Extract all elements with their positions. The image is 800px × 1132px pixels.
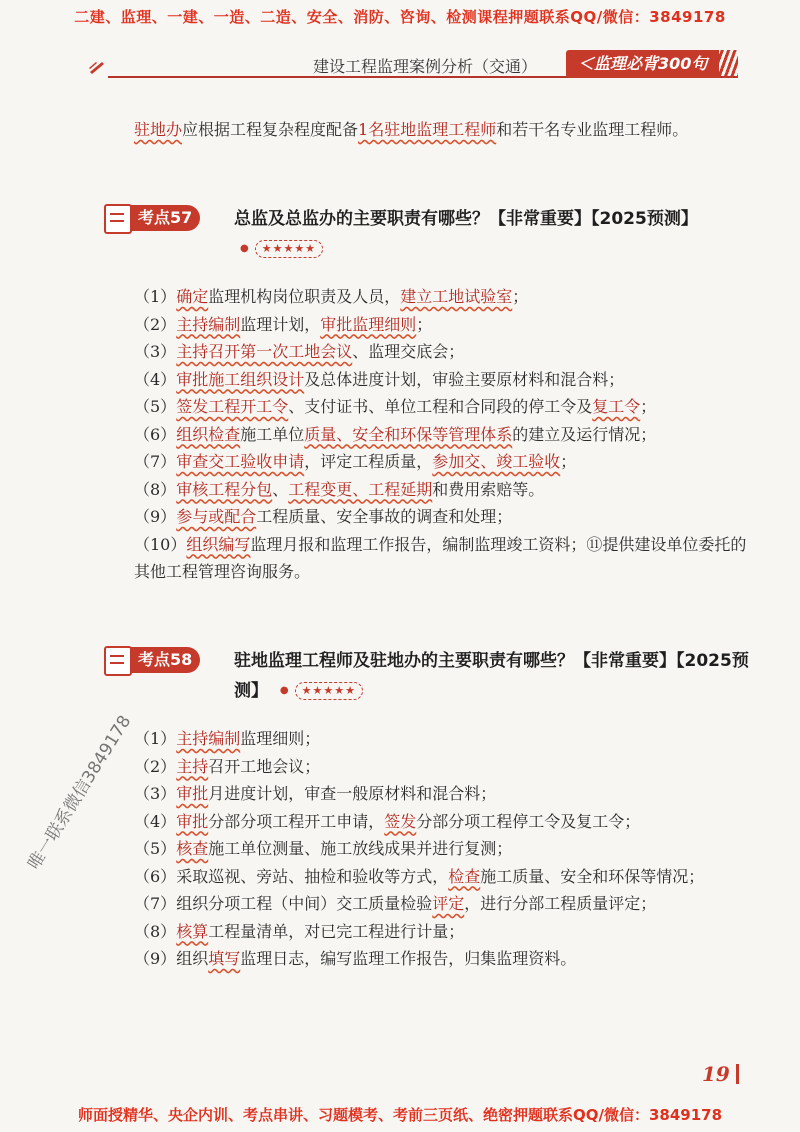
item-number: （9） [134,949,177,968]
item-number: （3） [134,784,177,803]
item-text: ，进行分部工程质量评定； [464,894,657,913]
list-item [134,835,754,863]
intro-text-1: 应根据工程复杂程度配备 [182,120,359,139]
item-text: 、支付证书、单位工程和合同段的停工令及 [288,397,593,416]
item-text: 分部分项工程停工令及复工令； [416,811,641,831]
highlight-text: 检查 [448,866,481,886]
highlight-text: 主持编制 [176,314,241,334]
item-number: （7） [134,894,177,913]
highlight-text: 评定 [432,894,465,913]
item-number: （6） [134,424,177,444]
intro-highlight-2: 1名驻地监理工程师 [358,120,497,139]
intro-paragraph [134,116,754,143]
highlight-text: 核算 [176,921,209,941]
item-text: 施工单位 [240,424,305,444]
highlight-text: 审查交工验收申请 [176,452,305,471]
item-text: 组织分项工程（中间）交工质量检验 [176,894,433,913]
list-item [134,393,754,421]
item-number: （5） [134,397,177,416]
logo-icon [88,58,106,76]
item-number: （9） [134,507,177,526]
keypoint-label: 考点57 [130,205,200,231]
item-text: 、监理交底会； [352,342,465,361]
item-number: （1） [134,729,177,748]
star-rating: ★★★★★ [255,240,323,258]
item-number: （3） [134,342,177,361]
page-number-bar [736,1064,739,1084]
item-text: 的建立及运行情况； [512,424,657,444]
item-text: 监理计划， [240,314,321,334]
keypoint-badge [100,644,218,674]
list-item [134,366,754,394]
page-header [88,48,748,82]
series-tag: ＜监理必背300句 [566,50,719,78]
page-number: 19 [702,1062,730,1086]
keypoint-title-text: 总监及总监办的主要职责有哪些？【非常重要】【2025预测】 [234,209,698,229]
keypoint-label: 考点58 [130,647,200,673]
item-text: 分部分项工程开工申请， [208,811,385,831]
item-text: ； [416,314,433,334]
list-item [134,448,754,476]
item-text: ； [512,287,529,306]
keypoint-57-list [134,283,754,586]
highlight-text: 审批监理细则 [320,314,417,334]
item-text: 监理机构岗位职责及人员， [208,287,401,306]
item-text: 月进度计划，审查一般原材料和混合料； [208,784,497,803]
top-banner: 二建、监理、一建、一造、二造、安全、消防、咨询、检测课程押题联系QQ/微信：3849178 [74,8,726,26]
highlight-text: 建立工地试验室 [400,287,513,306]
highlight-text: 核查 [176,839,209,858]
list-item [134,311,754,339]
item-number: （6） [134,866,177,886]
item-number: （7） [134,452,177,471]
highlight-text: 审批施工组织设计 [176,369,305,389]
list-item [134,945,754,973]
list-item [134,725,754,753]
highlight-text: 签发工程开工令 [176,397,289,416]
list-item [134,531,754,586]
item-text: 采取巡视、旁站、抽检和验收等方式， [176,866,449,886]
item-text: 工程质量、安全事故的调查和处理； [256,507,513,526]
item-text: 监理日志，编写监理工作报告，归集监理资料。 [240,949,577,968]
highlight-text: 审核工程分包 [176,479,273,499]
item-number: （10） [134,534,187,554]
highlight-text: 确定 [176,287,209,306]
list-item [134,780,754,808]
list-item [134,503,754,531]
item-number: （8） [134,921,177,941]
list-item [134,808,754,836]
notebook-icon [104,646,132,676]
keypoint-badge [100,202,218,232]
list-item [134,890,754,918]
item-text: 监理月报和监理工作报告，编制监理竣工资料；⑪提供建设单位委托的其他工程管理咨询服务。 [134,534,747,581]
keypoint-title [234,646,764,706]
list-item [134,918,754,946]
list-item [134,476,754,504]
keypoint-title [234,204,764,264]
highlight-text: 工程变更、工程延期 [288,479,433,499]
list-item [134,421,754,449]
dot-icon: ● [240,243,249,254]
highlight-text: 质量、安全和环保等管理体系 [304,424,513,444]
intro-highlight-1: 驻地办 [134,120,183,139]
header-stripes [708,50,738,78]
item-text: 施工单位测量、施工放线成果并进行复测； [208,839,513,858]
intro-text-2: 和若干名专业监理工程师。 [496,120,689,139]
item-text: 及总体进度计划，审验主要原材料和混合料； [304,369,625,389]
highlight-text: 填写 [208,949,241,968]
highlight-text: 参与或配合 [176,507,257,526]
item-text: ，评定工程质量， [304,452,433,471]
item-text: 、 [272,479,289,499]
book-title: 建设工程监理案例分析（交通） [313,57,538,76]
item-text: 监理细则； [240,729,321,748]
list-item [134,863,754,891]
item-number: （4） [134,369,177,389]
item-number: （8） [134,479,177,499]
highlight-text: 组织编写 [186,534,251,554]
dot-icon: ● [279,685,289,696]
item-number: （5） [134,839,177,858]
star-rating: ★★★★★ [295,682,363,700]
keypoint-58-list [134,725,754,973]
highlight-text: 主持召开第一次工地会议 [176,342,353,361]
item-text: 和费用索赔等。 [432,479,545,499]
watermark: 唯一联系微信3849178 [24,711,136,874]
highlight-text: 主持 [176,756,209,776]
notebook-icon [104,204,132,234]
bottom-banner: 师面授精华、央企内训、考点串讲、习题模考、考前三页纸、绝密押题联系QQ/微信：3849178 [77,1106,723,1124]
list-item [134,753,754,781]
highlight-text: 签发 [384,811,417,831]
item-text: 施工质量、安全和环保等情况； [480,866,705,886]
list-item [134,338,754,366]
highlight-text: 主持编制 [176,729,241,748]
item-number: （4） [134,811,177,831]
highlight-text: 参加交、竣工验收 [432,452,561,471]
highlight-text: 审批 [176,811,209,831]
item-text: ； [640,397,657,416]
item-number: （1） [134,287,177,306]
item-text: 工程量清单，对已完工程进行计量； [208,921,465,941]
keypoint-title-text: 驻地监理工程师及驻地办的主要职责有哪些？【非常重要】【2025预测】 [234,651,749,701]
highlight-text: 组织检查 [176,424,241,444]
highlight-text: 审批 [176,784,209,803]
item-number: （2） [134,314,177,334]
item-text: ； [560,452,577,471]
item-text: 组织 [176,949,209,968]
highlight-text: 复工令 [592,397,641,416]
item-number: （2） [134,756,177,776]
item-text: 召开工地会议； [208,756,321,776]
list-item [134,283,754,311]
